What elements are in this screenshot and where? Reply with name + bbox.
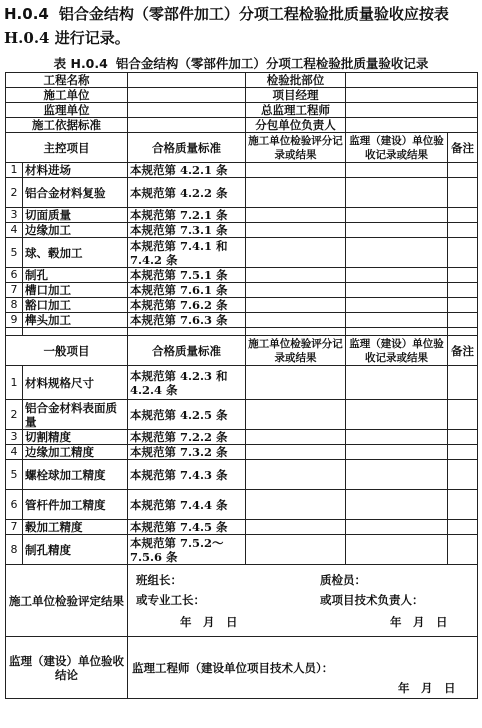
main-item-remark[interactable] xyxy=(448,223,478,238)
main-item-name: 榫头加工 xyxy=(23,313,128,328)
general-item-name: 铝合金材料表面质量 xyxy=(23,400,128,430)
main-item-contractor-result[interactable] xyxy=(246,208,346,223)
main-items-col-contractor: 施工单位检验评分记录或结果 xyxy=(246,133,346,163)
main-item-contractor-result[interactable] xyxy=(246,223,346,238)
contractor-signatures[interactable] xyxy=(128,565,478,637)
main-item-standard: 本规范第 7.6.3 条 xyxy=(128,313,246,328)
main-item-name: 槽口加工 xyxy=(23,283,128,298)
clause-number: H.0.4 xyxy=(4,5,49,23)
main-item-remark[interactable] xyxy=(448,163,478,178)
main-item-supervisor-result[interactable] xyxy=(346,298,448,313)
general-items-col-contractor: 施工单位检验评分记录或结果 xyxy=(246,336,346,366)
supervisor-signatures[interactable] xyxy=(128,637,478,699)
main-item-name: 豁口加工 xyxy=(23,298,128,313)
main-item-name: 制孔 xyxy=(23,268,128,283)
main-item-row xyxy=(6,223,478,238)
general-item-supervisor-result[interactable] xyxy=(346,520,448,535)
main-items-header xyxy=(6,133,478,163)
general-item-remark[interactable] xyxy=(448,520,478,535)
subcontractor-head-label: 分包单位负责人 xyxy=(246,118,346,133)
supervising-engineer-label: 监理工程师（建设单位项目技术人员）： xyxy=(132,661,334,675)
general-item-index: 5 xyxy=(6,460,23,490)
main-item-index: 4 xyxy=(6,223,23,238)
general-item-supervisor-result[interactable] xyxy=(346,366,448,400)
general-item-standard: 本规范第 7.4.4 条 xyxy=(128,490,246,520)
general-item-row xyxy=(6,445,478,460)
general-item-supervisor-result[interactable] xyxy=(346,400,448,430)
main-item-index: 9 xyxy=(6,313,23,328)
general-items-col-remark: 备注 xyxy=(448,336,478,366)
general-item-contractor-result[interactable] xyxy=(246,445,346,460)
general-item-supervisor-result[interactable] xyxy=(346,445,448,460)
tech-head-label: 或项目技术负责人： xyxy=(320,593,424,607)
general-item-supervisor-result[interactable] xyxy=(346,535,448,565)
general-items-col-supervisor: 监理（建设）单位验收记录或结果 xyxy=(346,336,448,366)
header-row-basis xyxy=(6,118,478,133)
project-name-label: 工程名称 xyxy=(6,73,128,88)
general-item-index: 2 xyxy=(6,400,23,430)
construction-basis-label: 施工依据标准 xyxy=(6,118,128,133)
general-item-index: 8 xyxy=(6,535,23,565)
general-item-remark[interactable] xyxy=(448,460,478,490)
main-item-standard: 本规范第 7.2.1 条 xyxy=(128,208,246,223)
supervisor-date: 年 月 日 xyxy=(398,681,456,695)
main-item-contractor-result[interactable] xyxy=(246,313,346,328)
main-item-index: 2 xyxy=(6,178,23,208)
general-item-index: 3 xyxy=(6,430,23,445)
general-item-name: 管杆件加工精度 xyxy=(23,490,128,520)
main-items-body xyxy=(6,163,478,328)
main-item-contractor-result[interactable] xyxy=(246,178,346,208)
main-item-index: 6 xyxy=(6,268,23,283)
main-item-index: 8 xyxy=(6,298,23,313)
construction-basis-value[interactable] xyxy=(128,118,246,133)
main-item-name: 球、毂加工 xyxy=(23,238,128,268)
main-item-standard: 本规范第 7.5.1 条 xyxy=(128,268,246,283)
main-item-remark[interactable] xyxy=(448,268,478,283)
foreman-label: 或专业工长： xyxy=(136,593,205,607)
header-row-construction xyxy=(6,88,478,103)
main-item-standard: 本规范第 7.6.1 条 xyxy=(128,283,246,298)
main-item-remark[interactable] xyxy=(448,238,478,268)
main-item-contractor-result[interactable] xyxy=(246,283,346,298)
main-item-index: 7 xyxy=(6,283,23,298)
general-item-supervisor-result[interactable] xyxy=(346,460,448,490)
subcontractor-head-value[interactable] xyxy=(346,118,478,133)
main-item-contractor-result[interactable] xyxy=(246,238,346,268)
main-item-row xyxy=(6,208,478,223)
acceptance-record-table xyxy=(5,72,478,699)
general-item-index: 7 xyxy=(6,520,23,535)
general-item-remark[interactable] xyxy=(448,400,478,430)
main-item-remark[interactable] xyxy=(448,313,478,328)
main-item-row xyxy=(6,163,478,178)
inspection-lot-value[interactable] xyxy=(346,73,478,88)
main-items-col-standard: 合格质量标准 xyxy=(128,133,246,163)
main-item-standard: 本规范第 4.2.1 条 xyxy=(128,163,246,178)
main-item-supervisor-result[interactable] xyxy=(346,268,448,283)
general-item-name: 材料规格尺寸 xyxy=(23,366,128,400)
main-items-col-item: 主控项目 xyxy=(6,133,128,163)
main-item-remark[interactable] xyxy=(448,283,478,298)
general-item-contractor-result[interactable] xyxy=(246,460,346,490)
general-item-row xyxy=(6,535,478,565)
main-item-row xyxy=(6,268,478,283)
table-title: 铝合金结构（零部件加工）分项工程检验批质量验收记录 xyxy=(115,56,429,71)
supervisor-conclusion-label: 监理（建设）单位验收结论 xyxy=(6,637,128,699)
general-item-name: 螺栓球加工精度 xyxy=(23,460,128,490)
supervision-unit-value[interactable] xyxy=(128,103,246,118)
main-item-name: 切面质量 xyxy=(23,208,128,223)
contractor-result-row xyxy=(6,565,478,637)
main-item-index: 1 xyxy=(6,163,23,178)
main-item-index: 3 xyxy=(6,208,23,223)
general-items-col-item: 一般项目 xyxy=(6,336,128,366)
main-item-supervisor-result[interactable] xyxy=(346,313,448,328)
header-row-project xyxy=(6,73,478,88)
spacer-row xyxy=(6,328,478,336)
main-item-contractor-result[interactable] xyxy=(246,163,346,178)
table-number: 表 H.0.4 xyxy=(53,56,108,71)
construction-unit-label: 施工单位 xyxy=(6,88,128,103)
general-item-row xyxy=(6,366,478,400)
general-item-remark[interactable] xyxy=(448,535,478,565)
project-manager-value[interactable] xyxy=(346,88,478,103)
general-item-standard: 本规范第 7.4.5 条 xyxy=(128,520,246,535)
main-item-name: 材料进场 xyxy=(23,163,128,178)
general-item-index: 4 xyxy=(6,445,23,460)
general-item-name: 毂加工精度 xyxy=(23,520,128,535)
team-leader-label: 班组长： xyxy=(136,573,182,587)
general-item-row xyxy=(6,460,478,490)
main-item-index: 5 xyxy=(6,238,23,268)
main-item-supervisor-result[interactable] xyxy=(346,283,448,298)
main-item-standard: 本规范第 7.4.1 和 7.4.2 条 xyxy=(128,238,246,268)
supervisor-conclusion-row xyxy=(6,637,478,699)
general-item-remark[interactable] xyxy=(448,430,478,445)
general-item-index: 6 xyxy=(6,490,23,520)
main-item-row xyxy=(6,238,478,268)
main-items-col-remark: 备注 xyxy=(448,133,478,163)
general-items-col-standard: 合格质量标准 xyxy=(128,336,246,366)
general-item-contractor-result[interactable] xyxy=(246,535,346,565)
main-item-remark[interactable] xyxy=(448,298,478,313)
main-item-remark[interactable] xyxy=(448,178,478,208)
general-items-body xyxy=(6,366,478,565)
chief-supervisor-label: 总监理工程师 xyxy=(246,103,346,118)
supervision-unit-label: 监理单位 xyxy=(6,103,128,118)
inspector-label: 质检员： xyxy=(320,573,366,587)
general-item-index: 1 xyxy=(6,366,23,400)
header-row-supervision xyxy=(6,103,478,118)
main-item-row xyxy=(6,298,478,313)
contractor-date-left: 年 月 日 xyxy=(180,615,238,629)
general-item-name: 切割精度 xyxy=(23,430,128,445)
main-item-row xyxy=(6,283,478,298)
main-item-standard: 本规范第 4.2.2 条 xyxy=(128,178,246,208)
general-item-standard: 本规范第 7.2.2 条 xyxy=(128,430,246,445)
project-name-value[interactable] xyxy=(128,73,246,88)
project-manager-label: 项目经理 xyxy=(246,88,346,103)
main-item-contractor-result[interactable] xyxy=(246,268,346,283)
general-item-supervisor-result[interactable] xyxy=(346,430,448,445)
general-item-row xyxy=(6,430,478,445)
general-items-header xyxy=(6,336,478,366)
general-item-standard: 本规范第 7.3.2 条 xyxy=(128,445,246,460)
main-item-supervisor-result[interactable] xyxy=(346,163,448,178)
general-item-standard: 本规范第 4.2.5 条 xyxy=(128,400,246,430)
general-item-supervisor-result[interactable] xyxy=(346,490,448,520)
main-item-supervisor-result[interactable] xyxy=(346,238,448,268)
main-item-row xyxy=(6,178,478,208)
general-item-contractor-result[interactable] xyxy=(246,490,346,520)
general-item-remark[interactable] xyxy=(448,490,478,520)
general-item-contractor-result[interactable] xyxy=(246,400,346,430)
contractor-result-label: 施工单位检验评定结果 xyxy=(6,565,128,637)
table-caption xyxy=(0,54,482,72)
chief-supervisor-value[interactable] xyxy=(346,103,478,118)
general-item-row xyxy=(6,400,478,430)
general-item-contractor-result[interactable] xyxy=(246,366,346,400)
main-item-remark[interactable] xyxy=(448,208,478,223)
general-item-remark[interactable] xyxy=(448,366,478,400)
construction-unit-value[interactable] xyxy=(128,88,246,103)
general-item-name: 边缘加工精度 xyxy=(23,445,128,460)
clause-paragraph xyxy=(4,2,478,50)
main-item-supervisor-result[interactable] xyxy=(346,208,448,223)
main-item-standard: 本规范第 7.3.1 条 xyxy=(128,223,246,238)
main-items-col-supervisor: 监理（建设）单位验收记录或结果 xyxy=(346,133,448,163)
main-item-name: 铝合金材料复验 xyxy=(23,178,128,208)
general-item-contractor-result[interactable] xyxy=(246,520,346,535)
main-item-name: 边缘加工 xyxy=(23,223,128,238)
general-item-row xyxy=(6,520,478,535)
main-item-standard: 本规范第 7.6.2 条 xyxy=(128,298,246,313)
contractor-date-right: 年 月 日 xyxy=(390,615,448,629)
clause-text: 铝合金结构（零部件加工）分项工程检验批质量验收应按表 H.0.4 进行记录。 xyxy=(4,5,449,47)
general-item-standard: 本规范第 7.5.2～7.5.6 条 xyxy=(128,535,246,565)
main-item-supervisor-result[interactable] xyxy=(346,178,448,208)
general-item-remark[interactable] xyxy=(448,445,478,460)
general-item-contractor-result[interactable] xyxy=(246,430,346,445)
main-item-contractor-result[interactable] xyxy=(246,298,346,313)
general-item-row xyxy=(6,490,478,520)
general-item-standard: 本规范第 4.2.3 和 4.2.4 条 xyxy=(128,366,246,400)
main-item-row xyxy=(6,313,478,328)
main-item-supervisor-result[interactable] xyxy=(346,223,448,238)
general-item-name: 制孔精度 xyxy=(23,535,128,565)
general-item-standard: 本规范第 7.4.3 条 xyxy=(128,460,246,490)
inspection-lot-label: 检验批部位 xyxy=(246,73,346,88)
